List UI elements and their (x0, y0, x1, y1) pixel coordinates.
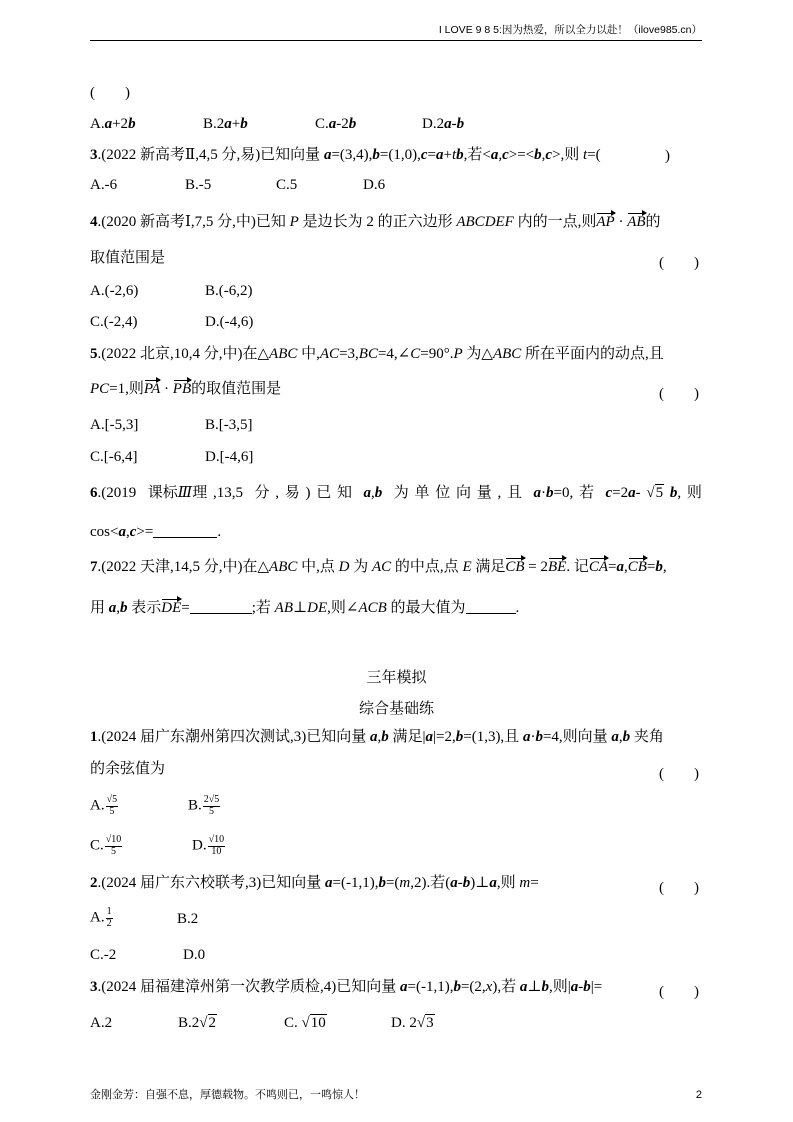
q2-option-a: A.a+2b (90, 116, 136, 132)
m1-stem: 1.(2024 届广东潮州第四次测试,3)已知向量 a,b 满足|a|=2,b=(1,3),且 a·b=4,则向量 a,b 夹角 (90, 729, 664, 745)
section-subtitle: 综合基础练 (358, 701, 434, 717)
q3-option-d: D.6 (363, 177, 386, 193)
m2-option-c: C.-2 (90, 947, 117, 963)
q5-option-b: B.[-3,5] (205, 417, 253, 433)
q5-paren: ( ) (659, 386, 699, 402)
q4-stem-line2: 取值范围是 (90, 250, 166, 266)
m2-paren: ( ) (659, 880, 699, 896)
q7-stem-line2: 用 a,b 表示DE= ;若 AB⊥DE,则∠ACB 的最大值为 . (90, 600, 520, 616)
m2-option-a: A. $\frac{1}{2}$ (90, 906, 112, 929)
q4-stem: 4.(2020 新高考Ⅰ,7,5 分,中)已知 P 是边长为 2 的正六边形 ABCDEF 内的一点,则AP · AB的 (90, 214, 661, 230)
q7-answer-blank-1[interactable] (190, 599, 252, 614)
m2-option-b: B.2 (177, 911, 199, 927)
m3-option-d: D. 2√3 (391, 1015, 434, 1031)
q5-option-d: D.[-4,6] (205, 449, 254, 465)
q2-paren: ( ) (90, 85, 130, 101)
m3-option-b: B.2√2 (178, 1015, 216, 1031)
q6-stem-line2: cos<a,c>= . (90, 524, 222, 540)
page-header: I LOVE 9 8 5:因为热爱，所以全力以赴！（ilove985.cn） (438, 24, 702, 36)
m3-option-a: A.2 (90, 1015, 113, 1031)
q4-option-d: D.(-4,6) (205, 314, 254, 330)
q3-stem: 3.(2022 新高考Ⅱ,4,5 分,易)已知向量 a=(3,4),b=(1,0),c=a+tb,若<a,c>=<b,c>,则 t=( (90, 147, 601, 163)
q5-option-a: A.[-5,3] (90, 417, 139, 433)
footer-motto: 金刚金芳：自强不息，厚德载物。不鸣则已，一鸣惊人！ (90, 1089, 365, 1101)
q5-stem: 5.(2022 北京,10,4 分,中)在△ABC 中,AC=3,BC=4,∠C=90°.P 为△ABC 所在平面内的动点,且 (90, 346, 664, 362)
m3-stem: 3.(2024 届福建漳州第一次教学质检,4)已知向量 a=(-1,1),b=(2,x),若 a⊥b,则|a-b|= (90, 979, 603, 995)
m1-stem-line2: 的余弦值为 (90, 761, 166, 777)
m1-option-c: C. $\frac{√10}{5}$ (90, 834, 122, 857)
q4-option-b: B.(-6,2) (205, 283, 253, 299)
q6-stem: 6.(2019 课标Ⅲ理 ,13,5 分 , 易 ) 已 知 a,b 为 单 位 向 量 , 且 a·b=0, 若 c=2a- √5 b, 则 (90, 485, 702, 501)
m1-paren: ( ) (659, 766, 699, 782)
q3-option-b: B.-5 (185, 177, 212, 193)
m2-option-d: D.0 (183, 947, 206, 963)
q4-option-c: C.(-2,4) (90, 314, 138, 330)
q5-stem-line2: PC=1,则PA · PB的取值范围是 (90, 381, 282, 397)
m1-option-a: A. $\frac{√5}{5}$ (90, 794, 118, 817)
q4-option-a: A.(-2,6) (90, 283, 139, 299)
q6-answer-blank[interactable] (153, 523, 217, 538)
header-rule (90, 40, 702, 41)
q2-option-c: C.a-2b (315, 116, 357, 132)
page-number: 2 (695, 1089, 702, 1101)
q2-option-b: B.2a+b (203, 116, 248, 132)
m1-option-d: D. $\frac{√10}{10}$ (192, 834, 225, 857)
q3-paren: ) (665, 148, 670, 164)
q4-paren: ( ) (659, 255, 699, 271)
q5-option-c: C.[-6,4] (90, 449, 138, 465)
m3-option-c: C. √10 (284, 1015, 326, 1031)
section-title: 三年模拟 (366, 670, 427, 686)
q7-answer-blank-2[interactable] (466, 599, 516, 614)
q3-option-c: C.5 (276, 177, 298, 193)
q7-stem: 7.(2022 天津,14,5 分,中)在△ABC 中,点 D 为 AC 的中点,点 E 满足CB = 2BE. 记CA=a,CB=b, (90, 559, 667, 575)
m1-option-b: B. $\frac{2√5}{5}$ (188, 794, 220, 817)
m3-paren: ( ) (659, 984, 699, 1000)
q2-option-d: D.2a-b (422, 116, 465, 132)
q3-option-a: A.-6 (90, 177, 118, 193)
m2-stem: 2.(2024 届广东六校联考,3)已知向量 a=(-1,1),b=(m,2).若(a-b)⊥a,则 m= (90, 875, 539, 891)
